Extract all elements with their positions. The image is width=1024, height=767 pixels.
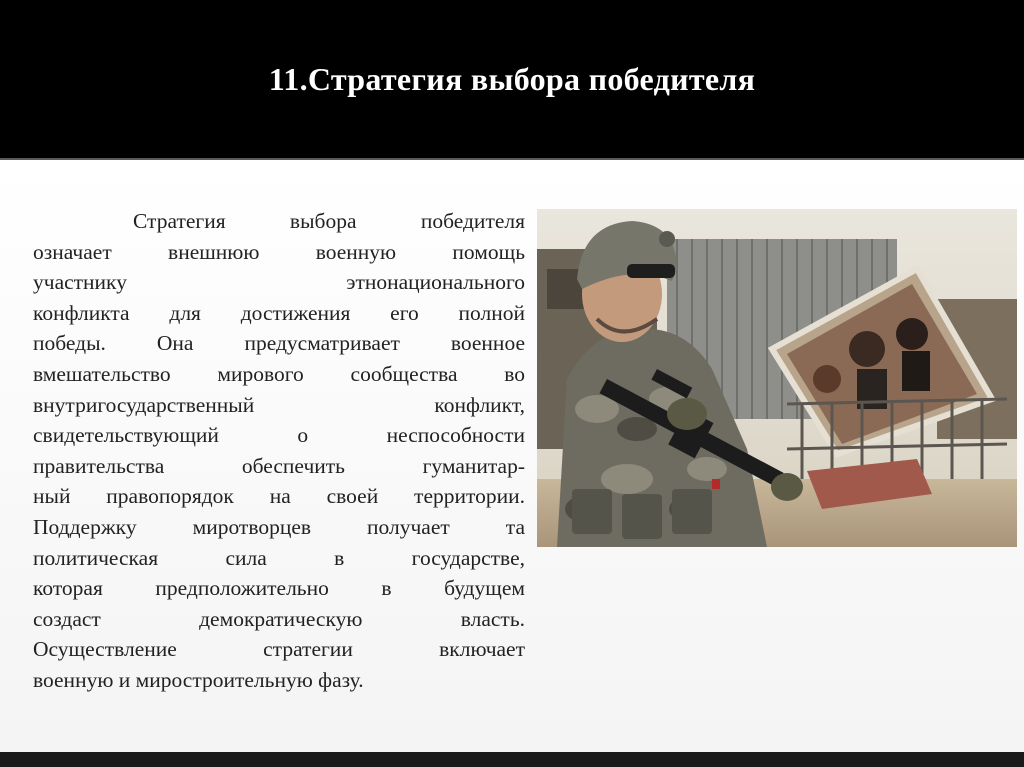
body-line: правительства обеспечить гуманитар-: [33, 453, 525, 478]
soldier-photo: [537, 209, 1017, 547]
title-bar: [0, 0, 1024, 158]
slide-title: 11.Стратегия выбора победителя: [268, 60, 756, 97]
content-area: [0, 158, 1024, 754]
body-line: свидетельствующий о неспособности: [33, 423, 525, 448]
body-line: Поддержку миротворцев получает та: [33, 514, 525, 539]
bottom-bar: [0, 752, 1024, 767]
body-line: политическая сила в государстве,: [33, 545, 525, 570]
body-line: военную и миростроительную фазу.: [33, 667, 364, 692]
body-line: победы. Она предусматривает военное: [33, 331, 525, 356]
body-line: вмешательство мирового сообщества во: [33, 361, 525, 386]
body-line: Стратегия выбора победителя: [133, 209, 525, 233]
body-line: ный правопорядок на своей территории.: [33, 484, 525, 509]
body-line: участнику этнонационального: [33, 270, 525, 295]
body-line: означает внешнюю военную помощь: [33, 239, 525, 264]
body-line: создаст демократическую власть.: [33, 606, 525, 631]
body-text: [33, 206, 525, 696]
body-line: конфликта для достижения его полной: [33, 300, 525, 325]
body-line: которая предположительно в будущем: [33, 576, 525, 601]
body-line: внутригосударственный конфликт,: [33, 392, 525, 417]
body-line: Осуществление стратегии включает: [33, 637, 525, 662]
